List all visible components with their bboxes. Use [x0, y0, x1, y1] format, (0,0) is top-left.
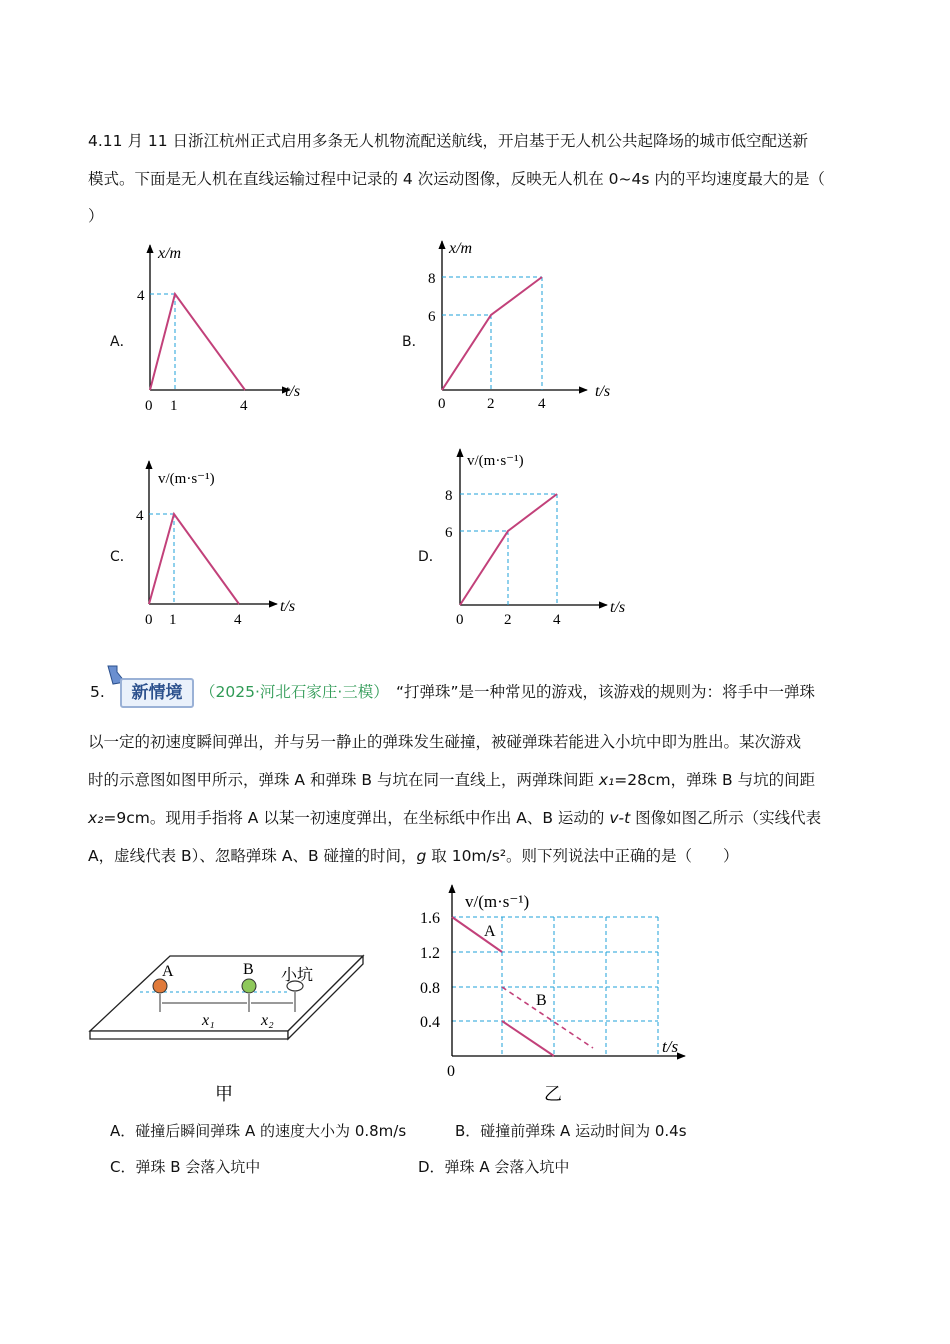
- q4-option-b-label: B．: [402, 334, 426, 350]
- label-x1: x₁: [202, 1012, 215, 1029]
- y-tick-8: 8: [428, 271, 436, 287]
- series-b-label: B: [536, 992, 547, 1009]
- board-front: [90, 1031, 288, 1039]
- q5-source: （2025·河北石家庄·三模）: [200, 683, 389, 701]
- x-tick-2: 2: [487, 396, 495, 412]
- x-axis-label: t/s: [662, 1037, 679, 1056]
- x-axis-label: t/s: [595, 383, 611, 400]
- q4-option-d-label: D．: [418, 549, 443, 565]
- q5-line5-b: 取 10m/s²。则下列说法中正确的是（ ）: [426, 847, 739, 865]
- y-tick-6: 6: [445, 525, 453, 541]
- origin-label: 0: [447, 1063, 455, 1080]
- q4-line3: ）: [88, 207, 104, 225]
- x-tick-1: 1: [169, 612, 177, 628]
- x-axis-label: t/s: [285, 383, 301, 400]
- y-tick-8: 8: [445, 488, 453, 504]
- q5-line3-b: =28cm，弹珠 B 与坑的间距: [614, 771, 816, 789]
- graph-d: [440, 444, 640, 634]
- x-tick-4: 4: [538, 396, 546, 412]
- y-tick-1.6: 1.6: [420, 910, 440, 927]
- marble-b: [242, 979, 256, 993]
- y-tick-0.4: 0.4: [420, 1014, 440, 1031]
- line-a-after: [502, 1021, 554, 1056]
- y-tick-1.2: 1.2: [420, 945, 440, 962]
- x-tick-1: 1: [170, 398, 178, 414]
- x-tick-2: 2: [504, 612, 512, 628]
- x-tick-0: 0: [456, 612, 464, 628]
- curve: [442, 277, 542, 390]
- board-top: [90, 956, 363, 1031]
- x-tick-4: 4: [234, 612, 242, 628]
- q5-option-d: D．弹珠 A 会落入坑中: [418, 1158, 570, 1176]
- x-axis-label: t/s: [610, 599, 626, 616]
- q4-line1: 4.11 月 11 日浙江杭州正式启用多条无人机物流配送航线，开启基于无人机公共起降场的城市低空配送新: [88, 132, 809, 150]
- x-tick-4: 4: [553, 612, 561, 628]
- y-tick-6: 6: [428, 309, 436, 325]
- x-tick-0: 0: [145, 398, 153, 414]
- q5-line3-a: 时的示意图如图甲所示，弹珠 A 和弹珠 B 与坑在同一直线上，两弹珠间距: [88, 771, 599, 789]
- graph-b: [425, 236, 625, 420]
- x-tick-0: 0: [438, 396, 446, 412]
- q5-line1: “打弹珠”是一种常见的游戏，该游戏的规则为：将手中一弹珠: [396, 683, 816, 701]
- x-axis-label: t/s: [280, 598, 296, 615]
- label-b: B: [243, 961, 254, 978]
- q4-option-c-label: C．: [110, 549, 134, 565]
- y-axis-label: x/m: [449, 240, 473, 257]
- y-axis-label: v/(m·s⁻¹): [467, 453, 524, 469]
- q5-line5-a: A，虚线代表 B）、忽略弹珠 A、B 碰撞的时间，: [88, 847, 417, 865]
- q4-option-a-label: A．: [110, 334, 134, 350]
- marble-a: [153, 979, 167, 993]
- x-tick-4: 4: [240, 398, 248, 414]
- y-tick-4: 4: [136, 508, 144, 524]
- q5-line4-a: =9cm。现用手指将 A 以某一初速度弹出，在坐标纸中作出 A、B 运动的: [103, 809, 610, 827]
- q5-x2-symbol: x₂: [88, 809, 104, 827]
- curve: [149, 514, 239, 604]
- caption-yi: 乙: [544, 1084, 562, 1104]
- y-axis-label: x/m: [158, 245, 182, 262]
- q5-line4: [88, 807, 821, 829]
- q5-option-b: B．碰撞前弹珠 A 运动时间为 0.4s: [455, 1122, 687, 1140]
- q5-number: 5.: [90, 683, 105, 701]
- label-pit: 小坑: [281, 967, 314, 984]
- q5-line5: [88, 845, 739, 867]
- caption-jia: 甲: [215, 1084, 233, 1104]
- y-axis-label: v/(m·s⁻¹): [465, 892, 530, 911]
- q5-line3: [88, 769, 815, 791]
- q5-line4-b: 图像如图乙所示（实线代表: [630, 809, 822, 827]
- new-context-tag: 新情境: [120, 678, 194, 708]
- curve: [150, 294, 245, 390]
- graph-a: [135, 240, 325, 420]
- figure-yi: [410, 880, 700, 1110]
- graph-c: [135, 456, 325, 636]
- q5-option-c: C．弹珠 B 会落入坑中: [110, 1158, 261, 1176]
- figure-jia: [85, 950, 375, 1110]
- q4-line2: 模式。下面是无人机在直线运输过程中记录的 4 次运动图像，反映无人机在 0~4s 内的平均速度最大的是（: [88, 170, 825, 188]
- q5-line2: 以一定的初速度瞬间弹出，并与另一静止的弹珠发生碰撞，被碰弹珠若能进入小坑中即为胜出。某次游戏: [88, 733, 802, 751]
- y-axis-label: v/(m·s⁻¹): [158, 471, 215, 487]
- x-tick-0: 0: [145, 612, 153, 628]
- q5-vt-symbol: v-t: [609, 809, 631, 827]
- label-a: A: [162, 963, 174, 980]
- line-b: [502, 987, 593, 1048]
- series-a-label: A: [484, 923, 496, 940]
- q5-g-symbol: g: [416, 847, 427, 865]
- q5-option-a: A．碰撞后瞬间弹珠 A 的速度大小为 0.8m/s: [110, 1122, 407, 1140]
- q5-x1-symbol: x₁: [598, 771, 615, 789]
- label-x2: x₂: [261, 1012, 274, 1029]
- y-tick-0.8: 0.8: [420, 980, 440, 997]
- y-tick-4: 4: [137, 288, 145, 304]
